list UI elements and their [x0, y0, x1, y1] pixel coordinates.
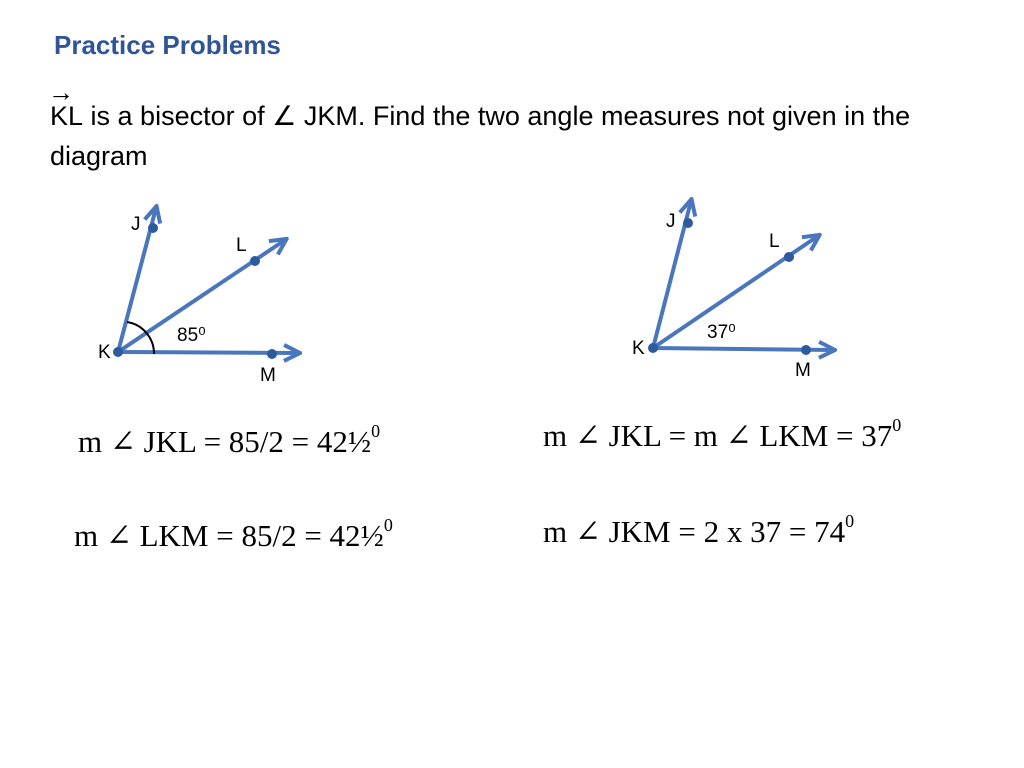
- equation-left-1: [78, 420, 381, 460]
- degree-mark: 0: [383, 514, 393, 535]
- point-l-right: [784, 252, 794, 262]
- point-k-left: [113, 347, 123, 357]
- label-k-right: K: [632, 338, 645, 359]
- equation-right-2: [543, 510, 855, 550]
- point-m-left: [267, 349, 277, 359]
- label-m-right: M: [795, 360, 811, 381]
- point-l-left: [250, 256, 260, 266]
- diagram-right: [632, 201, 833, 381]
- degree-mark: 0: [371, 420, 381, 441]
- degree-mark: 0: [845, 510, 855, 531]
- equation-text: m ∠ JKM = 2 x 37 = 74: [543, 514, 846, 549]
- label-j-right: J: [666, 211, 676, 232]
- label-k-left: K: [98, 342, 111, 363]
- label-m-left: M: [260, 365, 276, 386]
- ray-arrow-icon: →: [48, 77, 74, 107]
- problem-text: is a bisector of ∠ JKM. Find the two angle measures not given in the diagram: [50, 101, 911, 171]
- degree-mark: 0: [892, 414, 902, 435]
- point-j-left: [148, 223, 158, 233]
- equation-text: m ∠ JKL = m ∠ LKM = 37: [543, 418, 893, 453]
- label-j-left: J: [131, 214, 141, 235]
- page-title: Practice Problems: [54, 30, 281, 60]
- angle-label-left: 85⁰: [177, 325, 206, 346]
- label-l-left: L: [236, 235, 247, 256]
- angle-label-right: 37⁰: [707, 322, 736, 343]
- equation-right-1: [543, 414, 902, 454]
- point-k-right: [648, 343, 658, 353]
- diagram-left: [98, 208, 298, 386]
- point-m-right: [801, 345, 811, 355]
- ray-name: KL: [50, 101, 84, 131]
- equation-text: m ∠ LKM = 85/2 = 42½: [74, 518, 384, 553]
- equation-left-2: [74, 514, 393, 554]
- label-l-right: L: [769, 231, 780, 252]
- equation-text: m ∠ JKL = 85/2 = 42½: [78, 424, 372, 459]
- point-j-right: [683, 218, 693, 228]
